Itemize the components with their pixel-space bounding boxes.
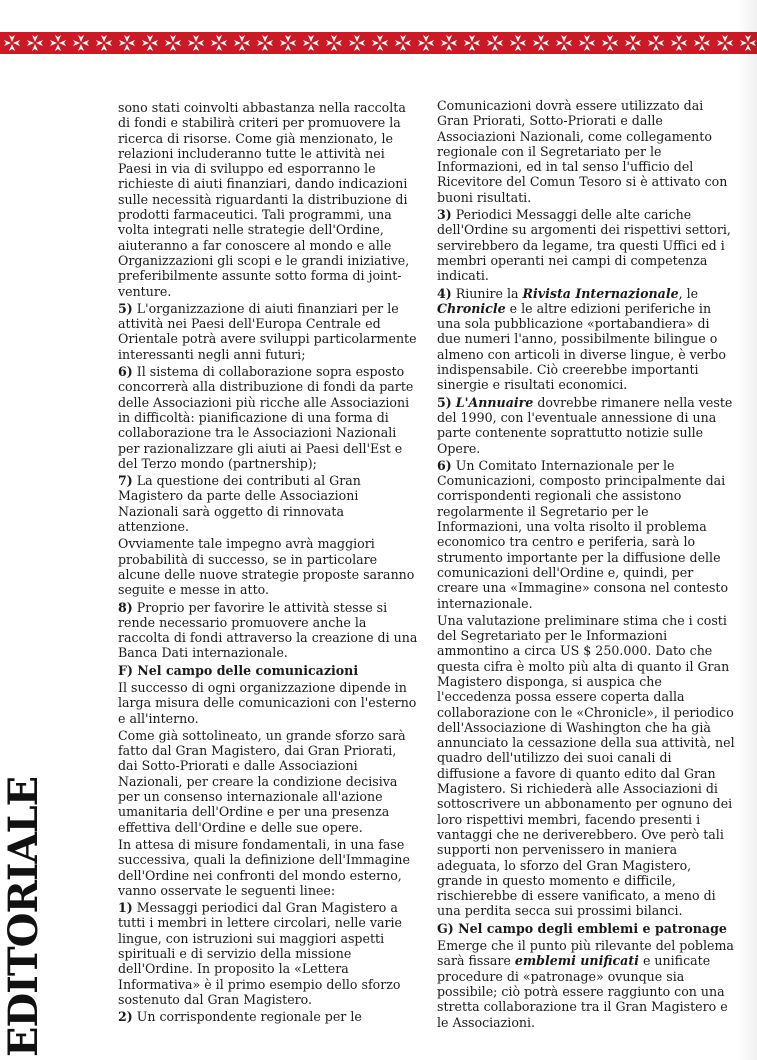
maltese-cross-icon [303, 35, 319, 51]
maltese-cross-icon [602, 35, 618, 51]
maltese-cross-icon [349, 35, 365, 51]
maltese-cross-icon [165, 35, 181, 51]
maltese-cross-icon [142, 35, 158, 51]
maltese-cross-band [0, 32, 757, 54]
maltese-cross-icon [4, 35, 20, 51]
paragraph: Comunicazioni dovrà essere utilizzato dai Gran Priorati, Sotto-Priorati e dalle Associazioni Nazionali, come collegamento regionale con il Segretariato per le Informazioni, ed in tal senso l'ufficio del Ricevitore del Comun Tesoro si è attivato con buoni risultati. [437, 98, 728, 205]
maltese-cross-icon [671, 35, 687, 51]
section-label: EDITORIALE [0, 776, 47, 1057]
maltese-cross-icon [648, 35, 664, 51]
maltese-cross-icon [395, 35, 411, 51]
maltese-cross-icon [579, 35, 595, 51]
paragraph: Emerge che il punto più rilevante del poblema sarà fissare emblemi unificati e unificate procedure di «patronage» ovunque sia possibile; ciò potrà essere raggiunto con una stretta collaborazione tra il Gran Magistero e le Associazioni. [437, 938, 734, 1030]
paragraph: 8) Proprio per favorire le attività stesse si rende necessario promuovere anche la raccolta di fondi attraverso la creazione di una Banca Dati internazionale. [118, 599, 418, 661]
maltese-cross-icon [625, 35, 641, 51]
maltese-cross-icon [533, 35, 549, 51]
paragraph: 7) La questione dei contributi al Gran Magistero da parte delle Associazioni Nazionali sarà oggetto di rinnovata attenzione. [118, 473, 361, 535]
maltese-cross-icon [280, 35, 296, 51]
maltese-cross-icon [119, 35, 135, 51]
paragraph: 5) L'Annuaire dovrebbe rimanere nella veste del 1990, con l'eventuale annessione di una parte contenente soprattutto notizie sulle Opere. [437, 394, 733, 456]
maltese-cross-icon [96, 35, 112, 51]
paragraph: 6) Un Comitato Internazionale per le Comunicazioni, composto principalmente dai corrispondenti regionali che assistono regolarmente il Segretario per le Informazioni, una volta risolto il problema economico tra centro e periferia, sarà lo strumento importante per la diffusione delle comunicazioni dell'Ordine e, quindi, per creare una «Immagine» consona nel contesto internazionale. [437, 457, 729, 611]
maltese-cross-icon [27, 35, 43, 51]
maltese-cross-icon [717, 35, 733, 51]
maltese-cross-icon [464, 35, 480, 51]
maltese-cross-icon [694, 35, 710, 51]
paragraph: 6) Il sistema di collaborazione sopra esposto concorrerà alla distribuzione di fondi da parte delle Associazioni più ricche alle Associazioni in difficoltà: pianificazione di una forma di collaborazione tra le Associazioni Nazionali per razionalizzare gli aiuti ai Paesi dell'Est e del Terzo mondo (partnership); [118, 364, 414, 471]
paragraph: In attesa di misure fondamentali, in una fase successiva, quali la definizione dell'Immagine dell'Ordine nei confronti del mondo esterno, vanno osservate le seguenti linee: [118, 836, 410, 898]
maltese-cross-icon [556, 35, 572, 51]
paragraph: Come già sottolineato, un grande sforzo sarà fatto dal Gran Magistero, dai Gran Priorati, dai Sotto-Priorati e dalle Associazioni Nazionali, per creare la condizione decisiva per un consenso internazionale all'azione umanitaria dell'Ordine e per una presenza effettiva dell'Ordine e delle sue opere. [118, 727, 406, 835]
cross-pattern [0, 32, 757, 54]
maltese-cross-icon [372, 35, 388, 51]
maltese-cross-icon [50, 35, 66, 51]
maltese-cross-icon [211, 35, 227, 51]
maltese-cross-icon [418, 35, 434, 51]
paragraph: 4) Riunire la Rivista Internazionale, le Chronicle e le altre edizioni periferiche in una sola pubblicazione «portabandiera» di due numeri l'anno, possibilmente bilingue o almeno con articoli in diverse lingue, è verbo indispensabile. Ciò creerebbe importanti sinergie e risultati economici. [437, 285, 726, 393]
maltese-cross-icon [441, 35, 457, 51]
paragraph: sono stati coinvolti abbastanza nella raccolta di fondi e stabilirà criteri per promuovere la ricerca di risorse. Come già menzionato, le relazioni includeranno tutte le attività nei Paesi in via di sviluppo ed esporranno le richieste di aiuti finanziari, dando indicazioni sulle necessità riguardanti la distribuzione di prodotti farmaceutici. Tali programmi, una volta integrati nelle strategie dell'Ordine, aiuteranno a far conoscere al mondo e alle Organizzazioni gli scopi e le grandi iniziative, preferibilmente assunte sotto forma di joint-venture. [118, 100, 410, 299]
page-edge-shadow [737, 0, 757, 1060]
maltese-cross-icon [73, 35, 89, 51]
maltese-cross-icon [234, 35, 250, 51]
paragraph: Il successo di ogni organizzazione dipende in larga misura delle comunicazioni con l'esterno e all'interno. [118, 679, 417, 726]
paragraph: 3) Periodici Messaggi delle alte cariche dell'Ordine su argomenti dei rispettivi settori, servirebbero da legame, tra questi Uffici ed i membri operanti nei campi di competenza indicati. [437, 207, 731, 284]
paragraph: Ovviamente tale impegno avrà maggiori probabilità di successo, se in particolare alcune delle nuove strategie proposte saranno seguite e messe in atto. [118, 536, 415, 598]
paragraph: Una valutazione preliminare stima che i costi del Segretariato per le Informazioni ammontino a circa US $ 250.000. Dato che questa cifra è molto più alta di quanto il Gran Magistero disponga, si auspica che l'eccedenza possa essere coperta dalla collaborazione con le «Chronicle», il periodico dell'Associazione di Washington che ha già annunciato la cessazione della sua attività, nel quadro dell'utilizzo dei suoi canali di diffusione a favore di quanto edito dal Gran Magistero. Si richiederà alle Associazioni di sottoscrivere un abbonamento per ognuno dei loro rispettivi membri, facendo presenti i vantaggi che ne deriverebbero. Ove però tali supporti non pervenissero in maniera adeguata, lo sforzo del Gran Magistero, grande in questo momento e difficile, rischierebbe di essere vanificato, a meno di una perdita secca sui prossimi bilanci. [437, 612, 735, 919]
section-label-box [0, 776, 47, 1057]
maltese-cross-icon [188, 35, 204, 51]
right-column [437, 98, 737, 1032]
maltese-cross-icon [487, 35, 503, 51]
maltese-cross-icon [326, 35, 342, 51]
paragraph: 1) Messaggi periodici dal Gran Magistero a tutti i membri in lettere circolari, nelle varie lingue, con istruzioni sui maggiori aspetti spirituali e di servizio della missione dell'Ordine. In proposito la «Lettera Informativa» è il primo esempio dello sforzo sostenuto dal Gran Magistero. [118, 900, 403, 1007]
left-column [118, 100, 418, 1027]
section-heading: G) Nel campo degli emblemi e patronage [437, 920, 727, 936]
maltese-cross-icon [257, 35, 273, 51]
section-heading: F) Nel campo delle comunicazioni [118, 662, 359, 678]
maltese-cross-icon [510, 35, 526, 51]
paragraph: 5) L'organizzazione di aiuti finanziari per le attività nei Paesi dell'Europa Centrale ed Orientale potrà avere sviluppi particolarmente interessanti negli anni futuri; [118, 300, 417, 362]
paragraph: 2) Un corrispondente regionale per le [118, 1009, 362, 1025]
